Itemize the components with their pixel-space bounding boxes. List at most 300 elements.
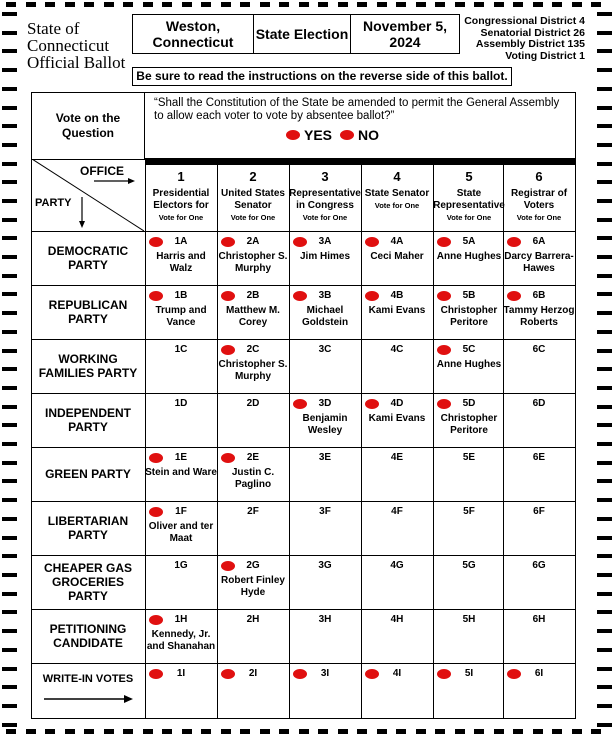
timing-mark [279, 2, 289, 7]
office-title: United States Senator [221, 188, 285, 211]
candidate-cell-5B[interactable] [433, 285, 505, 339]
timing-mark [597, 87, 612, 91]
cell-code: 3A [318, 236, 332, 247]
candidate-cell-3G [289, 555, 361, 609]
timing-mark [201, 2, 211, 7]
timing-mark [299, 2, 309, 7]
no-oval[interactable] [340, 130, 354, 140]
timing-mark [65, 2, 75, 7]
timing-mark [2, 386, 17, 390]
cell-code: 1H [174, 614, 188, 625]
vote-for-one: Vote for One [516, 213, 562, 222]
timing-mark [591, 2, 601, 7]
office-number: 5 [465, 169, 473, 184]
timing-mark [591, 729, 601, 734]
vote-oval[interactable] [437, 669, 451, 679]
candidate-cell-6D [503, 393, 575, 447]
candidate-cell-5A[interactable] [433, 231, 505, 285]
office-header-6 [503, 165, 575, 222]
candidate-cell-3B[interactable] [289, 285, 361, 339]
timing-mark [2, 610, 17, 614]
district-list [464, 16, 585, 62]
candidate-cell-3C [289, 339, 361, 393]
cell-code: 1A [174, 236, 188, 247]
cell-code: 2G [246, 560, 260, 571]
party-name: DEMOCRATIC PARTY [47, 244, 129, 272]
cell-code: 1C [174, 344, 188, 355]
timing-mark [513, 729, 523, 734]
candidate-cell-5F [433, 501, 505, 555]
candidate-name: Kami Evans [368, 413, 426, 424]
candidate-name: Stein and Ware [145, 467, 217, 478]
candidate-name: Justin C. Paglino [231, 467, 275, 490]
vote-oval[interactable] [149, 291, 163, 301]
cell-code: 2H [246, 614, 260, 625]
candidate-cell-1F[interactable] [145, 501, 217, 555]
timing-mark [2, 218, 17, 222]
cell-code: 4E [390, 452, 404, 463]
timing-mark [597, 12, 612, 16]
candidate-cell-2C[interactable] [217, 339, 289, 393]
timing-mark [2, 330, 17, 334]
candidate-cell-5H [433, 609, 505, 663]
cell-code: 3C [318, 344, 332, 355]
cell-code: 4I [392, 668, 402, 679]
header-box [132, 14, 460, 54]
cell-code: 3D [318, 398, 332, 409]
office-label: OFFICE [80, 164, 124, 178]
candidate-name: Christopher S. Murphy [218, 251, 288, 274]
timing-mark [2, 49, 17, 53]
vote-oval[interactable] [365, 237, 379, 247]
candidate-name: Jim Himes [299, 251, 351, 262]
candidate-cell-3A[interactable] [289, 231, 361, 285]
election-name: State Election [254, 15, 351, 53]
candidate-cell-2B[interactable] [217, 285, 289, 339]
timing-mark [435, 729, 445, 734]
timing-mark [143, 2, 153, 7]
candidate-name: Trump and Vance [155, 305, 207, 328]
timing-mark [377, 2, 387, 7]
timing-mark [552, 2, 562, 7]
timing-mark [533, 2, 543, 7]
party-name: REPUBLICAN PARTY [48, 298, 128, 326]
timing-mark [2, 667, 17, 671]
candidate-cell-5G [433, 555, 505, 609]
candidate-cell-2A[interactable] [217, 231, 289, 285]
office-title: Representative in Congress [289, 188, 361, 211]
timing-mark [597, 236, 612, 240]
timing-mark [2, 536, 17, 540]
timing-mark [396, 2, 406, 7]
cell-code: 6F [533, 506, 545, 517]
vote-oval[interactable] [221, 345, 235, 355]
cell-code: 3G [318, 560, 332, 571]
party-label: PARTY [35, 197, 72, 209]
timing-mark [572, 2, 582, 7]
candidate-cell-1A[interactable] [145, 231, 217, 285]
timing-mark [597, 143, 612, 147]
timing-mark [597, 218, 612, 222]
cell-code: 5B [462, 290, 476, 301]
timing-mark [6, 2, 16, 7]
timing-mark [2, 143, 17, 147]
timing-mark [240, 729, 250, 734]
timing-mark [84, 729, 94, 734]
party-name: PETITIONING CANDIDATE [49, 622, 127, 650]
timing-mark [299, 729, 309, 734]
cell-code: 3B [318, 290, 332, 301]
candidate-cell-4A[interactable] [361, 231, 433, 285]
vote-oval[interactable] [293, 291, 307, 301]
vote-oval[interactable] [221, 669, 235, 679]
cell-code: 1I [176, 668, 186, 679]
timing-mark [2, 162, 17, 166]
cell-code: 4G [390, 560, 404, 571]
timing-mark [260, 729, 270, 734]
vote-oval[interactable] [437, 291, 451, 301]
write-in-cell-1I[interactable] [145, 663, 217, 718]
timing-mark [494, 729, 504, 734]
timing-mark [84, 2, 94, 7]
candidate-cell-3H [289, 609, 361, 663]
cell-code: 2A [246, 236, 260, 247]
timing-mark [597, 68, 612, 72]
cell-code: 4D [390, 398, 404, 409]
office-number: 1 [177, 169, 185, 184]
candidate-cell-4D[interactable] [361, 393, 433, 447]
write-in-cell-6I[interactable] [503, 663, 575, 718]
timing-mark [597, 162, 612, 166]
cell-code: 6E [532, 452, 546, 463]
vote-oval[interactable] [365, 669, 379, 679]
candidate-cell-5D[interactable] [433, 393, 505, 447]
timing-mark [572, 729, 582, 734]
vote-oval[interactable] [221, 561, 235, 571]
candidate-cell-1C [145, 339, 217, 393]
party-name: WORKING FAMILIES PARTY [38, 352, 138, 380]
timing-mark [2, 479, 17, 483]
candidate-name: Benjamin Wesley [302, 413, 348, 436]
district-assembly: Assembly District 135 [475, 38, 585, 50]
timing-mark [2, 124, 17, 128]
office-number: 3 [321, 169, 329, 184]
yes-oval[interactable] [286, 130, 300, 140]
timing-mark [26, 729, 36, 734]
candidate-cell-1D [145, 393, 217, 447]
candidate-cell-6A[interactable] [503, 231, 575, 285]
vote-oval[interactable] [437, 237, 451, 247]
timing-mark [2, 685, 17, 689]
candidate-cell-3F [289, 501, 361, 555]
cell-code: 4B [390, 290, 404, 301]
timing-mark [2, 311, 17, 315]
write-in-cell-4I[interactable] [361, 663, 433, 718]
candidate-cell-2E[interactable] [217, 447, 289, 501]
timing-mark [2, 199, 17, 203]
timing-mark [597, 461, 612, 465]
candidate-cell-1E[interactable] [145, 447, 217, 501]
candidate-name: Christopher Peritore [440, 305, 498, 328]
candidate-cell-5C[interactable] [433, 339, 505, 393]
timing-mark [396, 729, 406, 734]
timing-mark [597, 349, 612, 353]
candidate-name: Christopher S. Murphy [218, 359, 288, 382]
timing-mark [357, 2, 367, 7]
timing-mark [597, 255, 612, 259]
party-name: GREEN PARTY [45, 467, 131, 481]
timing-mark [143, 729, 153, 734]
candidate-name: Ceci Maher [370, 251, 424, 262]
vote-oval[interactable] [293, 237, 307, 247]
candidate-cell-6C [503, 339, 575, 393]
cell-code: 2B [246, 290, 260, 301]
question-options [286, 127, 379, 143]
party-name: CHEAPER GAS GROCERIES PARTY [43, 561, 132, 603]
timing-mark [2, 106, 17, 110]
vote-oval[interactable] [149, 453, 163, 463]
timing-mark [221, 2, 231, 7]
timing-mark [318, 2, 328, 7]
vote-for-one: Vote for One [374, 201, 420, 210]
timing-mark [123, 2, 133, 7]
timing-mark [2, 498, 17, 502]
vote-oval[interactable] [437, 345, 451, 355]
timing-mark [2, 236, 17, 240]
timing-mark [201, 729, 211, 734]
district-senatorial: Senatorial District 26 [480, 26, 585, 39]
candidate-cell-6B[interactable] [503, 285, 575, 339]
timing-mark [2, 573, 17, 577]
candidate-name: Kennedy, Jr. and Shanahan [146, 629, 216, 652]
timing-mark [2, 87, 17, 91]
cell-code: 5D [462, 398, 476, 409]
cell-code: 4F [391, 506, 403, 517]
cell-code: 5A [462, 236, 476, 247]
timing-mark [597, 573, 612, 577]
cell-code: 4A [390, 236, 404, 247]
timing-mark [2, 423, 17, 427]
timing-mark [597, 423, 612, 427]
timing-mark [2, 255, 17, 259]
office-number: 4 [393, 169, 401, 184]
vote-oval[interactable] [365, 399, 379, 409]
vote-oval[interactable] [149, 507, 163, 517]
vote-oval[interactable] [221, 237, 235, 247]
timing-mark [597, 536, 612, 540]
candidate-cell-2H [217, 609, 289, 663]
timing-mark [455, 729, 465, 734]
office-header-3 [289, 165, 361, 222]
timing-mark [455, 2, 465, 7]
timing-mark [377, 729, 387, 734]
candidate-name: Anne Hughes [436, 251, 502, 262]
candidate-cell-5E [433, 447, 505, 501]
yes-label: YES [304, 127, 333, 143]
party-name: INDEPENDENT PARTY [44, 406, 131, 434]
cell-code: 1B [174, 290, 188, 301]
cell-code: 5H [462, 614, 476, 625]
timing-mark [162, 729, 172, 734]
timing-mark [597, 667, 612, 671]
vote-oval[interactable] [149, 237, 163, 247]
cell-code: 5F [463, 506, 475, 517]
town-name: Weston, Connecticut [133, 15, 254, 53]
cell-code: 1E [174, 452, 188, 463]
timing-mark [597, 685, 612, 689]
candidate-cell-6G [503, 555, 575, 609]
timing-mark [2, 704, 17, 708]
cell-code: 6C [532, 344, 546, 355]
candidate-name: Anne Hughes [436, 359, 502, 370]
candidate-name: Robert Finley Hyde [221, 575, 285, 598]
office-header-5 [433, 165, 505, 222]
timing-mark [2, 405, 17, 409]
timing-mark [597, 311, 612, 315]
office-title: State Representative [433, 188, 505, 211]
vote-oval[interactable] [293, 399, 307, 409]
timing-mark [597, 648, 612, 652]
vote-oval[interactable] [149, 615, 163, 625]
timing-mark [513, 2, 523, 7]
timing-mark [338, 2, 348, 7]
cell-code: 5I [464, 668, 474, 679]
timing-mark [2, 349, 17, 353]
timing-mark [597, 517, 612, 521]
timing-mark [597, 629, 612, 633]
timing-mark [597, 610, 612, 614]
timing-mark [45, 729, 55, 734]
vote-oval[interactable] [221, 453, 235, 463]
timing-mark [104, 2, 114, 7]
office-party-corner [32, 159, 144, 231]
state-title: State of Connecticut Official Ballot [27, 19, 126, 72]
candidate-cell-6H [503, 609, 575, 663]
vote-for-one: Vote for One [446, 213, 492, 222]
timing-mark [279, 729, 289, 734]
cell-code: 6A [532, 236, 546, 247]
timing-mark [318, 729, 328, 734]
timing-mark [260, 2, 270, 7]
cell-code: 2E [246, 452, 260, 463]
cell-code: 2D [246, 398, 260, 409]
timing-mark [597, 31, 612, 35]
cell-code: 6G [532, 560, 546, 571]
timing-mark [2, 723, 17, 727]
candidate-name: Michael Goldstein [301, 305, 349, 328]
vote-oval[interactable] [221, 291, 235, 301]
candidate-cell-1H[interactable] [145, 609, 217, 663]
timing-mark [2, 180, 17, 184]
cell-code: 4H [390, 614, 404, 625]
vote-for-one: Vote for One [230, 213, 276, 222]
timing-mark [2, 517, 17, 521]
timing-mark [597, 274, 612, 278]
timing-mark [597, 49, 612, 53]
candidate-cell-3E [289, 447, 361, 501]
row-divider [32, 159, 145, 160]
timing-mark [597, 592, 612, 596]
candidate-name: Matthew M. Corey [226, 305, 280, 328]
timing-mark [6, 729, 16, 734]
timing-mark [182, 729, 192, 734]
district-congressional: Congressional District 4 [464, 15, 585, 27]
timing-mark [435, 2, 445, 7]
candidate-name: Tammy Herzog Roberts [503, 305, 575, 328]
candidate-cell-4C [361, 339, 433, 393]
cell-code: 2C [246, 344, 260, 355]
candidate-name: Kami Evans [368, 305, 426, 316]
timing-mark [26, 2, 36, 7]
write-in-arrow-icon [32, 689, 144, 709]
office-header-1 [145, 165, 217, 222]
write-in-cell-2I[interactable] [217, 663, 289, 718]
write-in-cell-3I[interactable] [289, 663, 361, 718]
cell-code: 6D [532, 398, 546, 409]
timing-mark [597, 180, 612, 184]
timing-mark [123, 729, 133, 734]
candidate-cell-3D[interactable] [289, 393, 361, 447]
timing-mark [597, 292, 612, 296]
write-in-cell-5I[interactable] [433, 663, 505, 718]
cell-code: 1F [175, 506, 187, 517]
timing-mark [2, 442, 17, 446]
vote-oval[interactable] [293, 669, 307, 679]
timing-mark [2, 12, 17, 16]
timing-mark [162, 2, 172, 7]
vote-oval[interactable] [507, 291, 521, 301]
cell-code: 6I [534, 668, 544, 679]
cell-code: 1D [174, 398, 188, 409]
candidate-cell-2G[interactable] [217, 555, 289, 609]
office-title: Registrar of Voters [510, 188, 568, 211]
timing-mark [597, 386, 612, 390]
candidate-cell-6F [503, 501, 575, 555]
party-name: LIBERTARIAN PARTY [47, 514, 129, 542]
vote-oval[interactable] [365, 291, 379, 301]
timing-mark [597, 199, 612, 203]
candidate-name: Harris and Walz [156, 251, 206, 274]
vote-oval[interactable] [149, 669, 163, 679]
vote-oval[interactable] [507, 669, 521, 679]
timing-mark [597, 124, 612, 128]
office-header-4 [361, 165, 433, 210]
timing-mark [597, 498, 612, 502]
cell-code: 2F [247, 506, 259, 517]
timing-mark [2, 367, 17, 371]
vote-for-one: Vote for One [158, 213, 204, 222]
instructions-banner: Be sure to read the instructions on the reverse side of this ballot. [132, 67, 512, 86]
candidate-name: Christopher Peritore [440, 413, 498, 436]
timing-mark [357, 729, 367, 734]
timing-mark [597, 442, 612, 446]
cell-code: 3I [320, 668, 330, 679]
timing-mark [416, 2, 426, 7]
timing-mark [2, 592, 17, 596]
timing-mark [2, 648, 17, 652]
timing-mark [65, 729, 75, 734]
candidate-cell-2D [217, 393, 289, 447]
candidate-cell-1B[interactable] [145, 285, 217, 339]
timing-mark [597, 479, 612, 483]
vote-oval[interactable] [507, 237, 521, 247]
candidate-cell-4B[interactable] [361, 285, 433, 339]
timing-mark [494, 2, 504, 7]
timing-mark [597, 367, 612, 371]
candidate-name: Darcy Barrera-Hawes [504, 251, 574, 274]
vote-oval[interactable] [437, 399, 451, 409]
office-number: 2 [249, 169, 257, 184]
